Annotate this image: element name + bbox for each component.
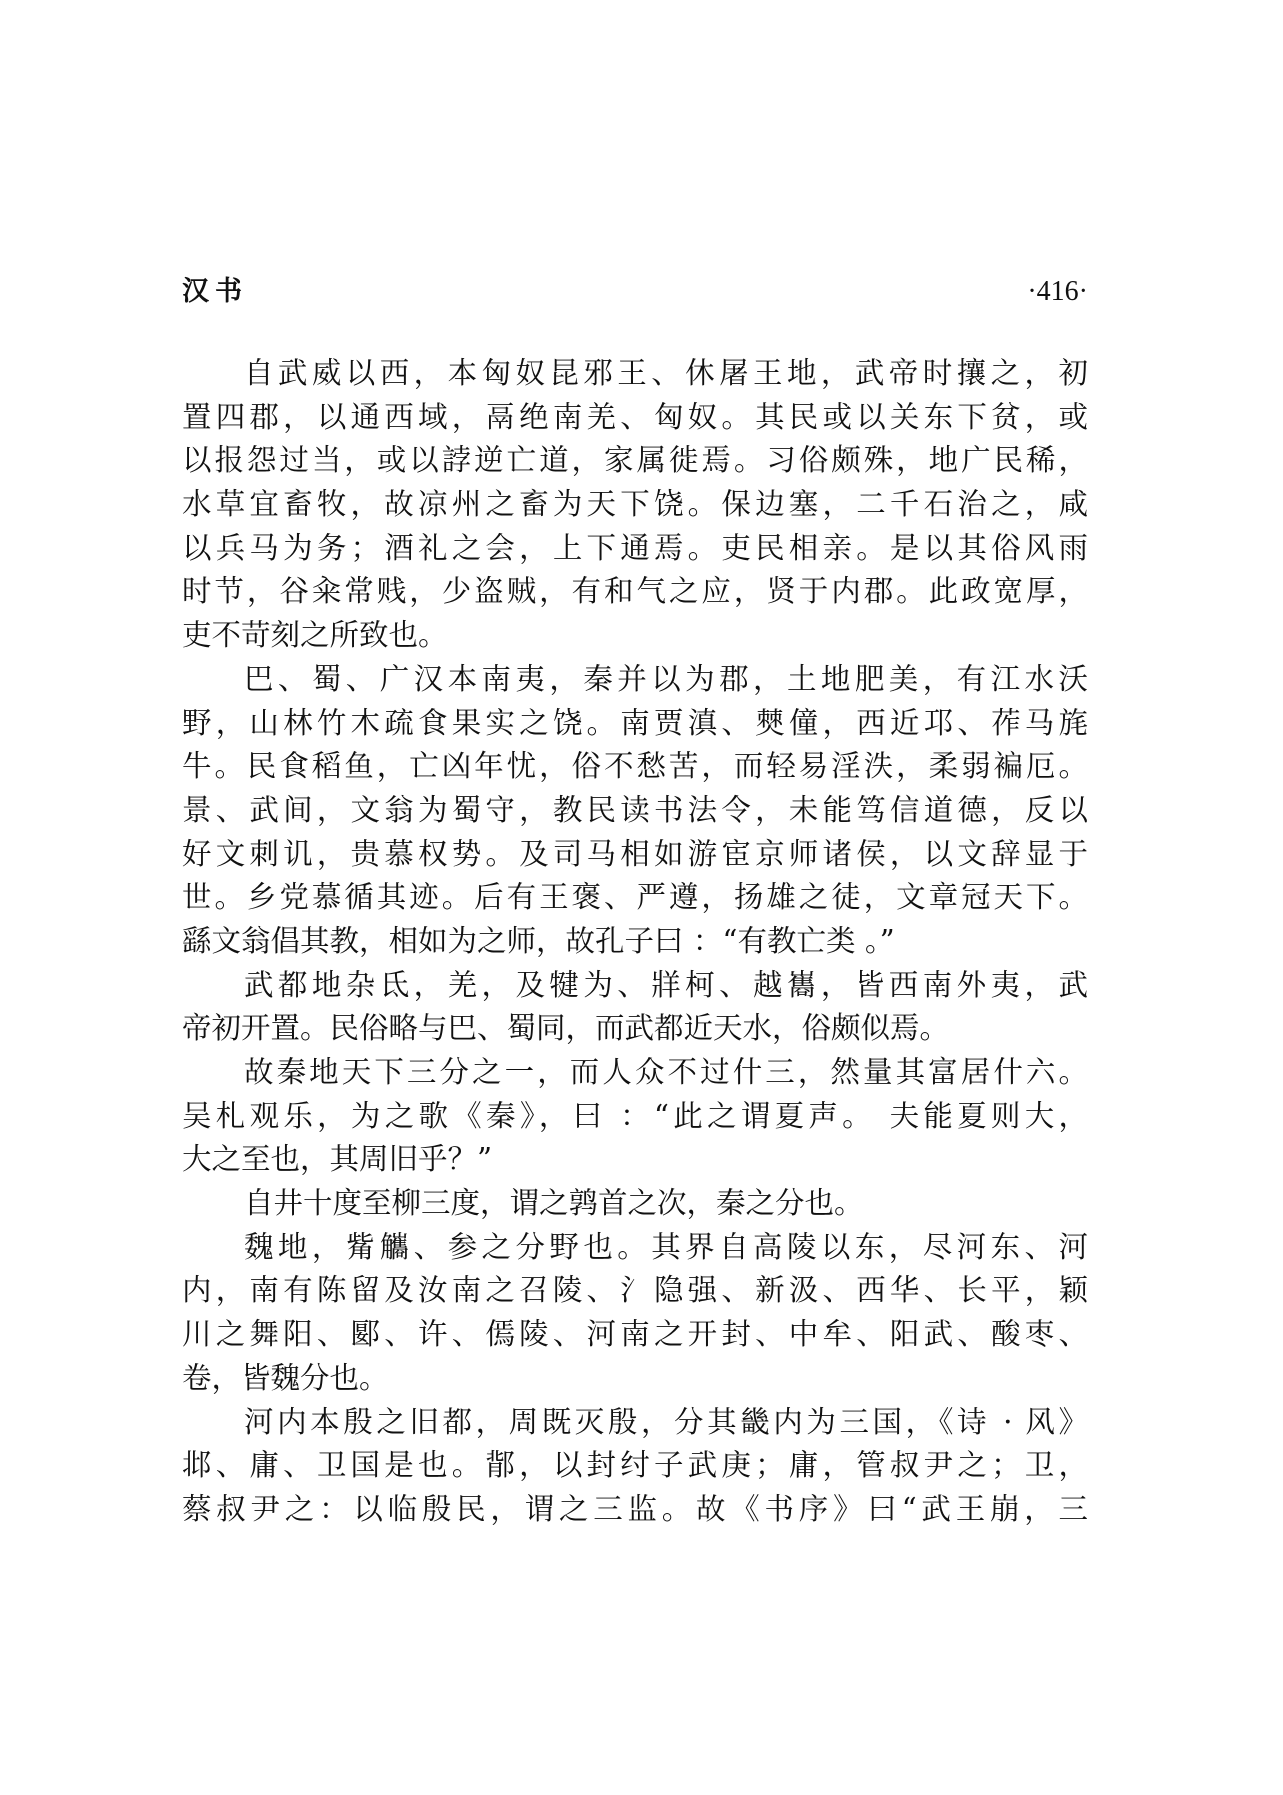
text-line: 水草宜畜牧，故凉州之畜为天下饶。保边塞，二千石治之，咸 (182, 487, 1088, 522)
text-line: 武都地杂氐，羌，及犍为、牂柯、越巂，皆西南外夷，武 (244, 967, 1088, 1002)
text-line: 以报怨过当，或以誖逆亡道，家属徙焉。习俗颇殊，地广民稀， (182, 443, 1088, 478)
text-line: 世。乡党慕循其迹。后有王褒、严遵，扬雄之徒，文章冠天下。 (182, 880, 1088, 915)
text-line: 内，南有陈留及汝南之召陵、氵隐强、新汲、西华、长平，颖 (182, 1273, 1088, 1308)
text-line: 繇文翁倡其教，相如为之师，故孔子曰 ：“有教亡类 。” (182, 923, 895, 958)
text-line: 自武威以西，本匈奴昆邪王、休屠王地，武帝时攘之，初 (244, 356, 1088, 390)
text-line: 帝初开置。民俗略与巴、蜀同，而武都近天水，俗颇似焉。 (182, 1011, 950, 1046)
text-line: 大之至也，其周旧乎？” (182, 1142, 493, 1177)
text-line: 好文刺讥，贵慕权势。及司马相如游宦京师诸侯，以文辞显于 (182, 836, 1088, 871)
text-line: 魏地，觜觿、参之分野也。其界自高陵以东，尽河东、河 (244, 1229, 1088, 1264)
text-line: 吴札观乐，为之歌《秦》，曰 ：“此之谓夏声。 夫能夏则大， (182, 1098, 1088, 1133)
text-line: 卷，皆魏分也。 (182, 1360, 389, 1395)
text-line: 蔡叔尹之：以临殷民，谓之三监。故《书序》曰“武王崩，三 (182, 1491, 1088, 1526)
text-line: 川之舞阳、郾、许、傿陵、河南之开封、中牟、阳武、酸枣、 (182, 1317, 1088, 1352)
text-line: 牛。民食稻鱼，亡凶年忧，俗不愁苦，而轻易淫泆，柔弱褊厄。 (182, 749, 1088, 784)
page-header (182, 270, 1088, 314)
text-line: 自井十度至柳三度，谓之鹑首之次，秦之分也。 (244, 1186, 864, 1221)
text-line: 时节，谷籴常贱，少盗贼，有和气之应，贤于内郡。此政宽厚， (182, 574, 1088, 609)
text-line: 以兵马为务；酒礼之会，上下通焉。吏民相亲。是以其俗风雨 (182, 530, 1088, 565)
text-line: 故秦地天下三分之一，而人众不过什三，然量其富居什六。 (244, 1055, 1088, 1089)
book-title: 汉书 (182, 276, 248, 307)
page-number: ·416· (1027, 276, 1088, 307)
text-line: 野，山林竹木疏食果实之饶。南贾滇、僰僮，西近邛、莋马旄 (182, 705, 1088, 740)
text-line: 邶、庸、卫国是也。鄁，以封纣子武庚；庸，管叔尹之；卫， (182, 1448, 1088, 1483)
text-line: 景、武间，文翁为蜀守，教民读书法令，未能笃信道德，反以 (182, 792, 1088, 827)
text-line: 巴、蜀、广汉本南夷，秦并以为郡，土地肥美，有江水沃 (244, 661, 1088, 696)
text-line: 吏不苛刻之所致也。 (182, 618, 448, 653)
page-body (182, 352, 1088, 1532)
text-line: 河内本殷之旧都，周既灭殷，分其畿内为三国，《诗 · 风》 (244, 1404, 1088, 1439)
text-line: 置四郡，以通西域，鬲绝南羌、匈奴。其民或以关东下贫，或 (182, 399, 1088, 434)
